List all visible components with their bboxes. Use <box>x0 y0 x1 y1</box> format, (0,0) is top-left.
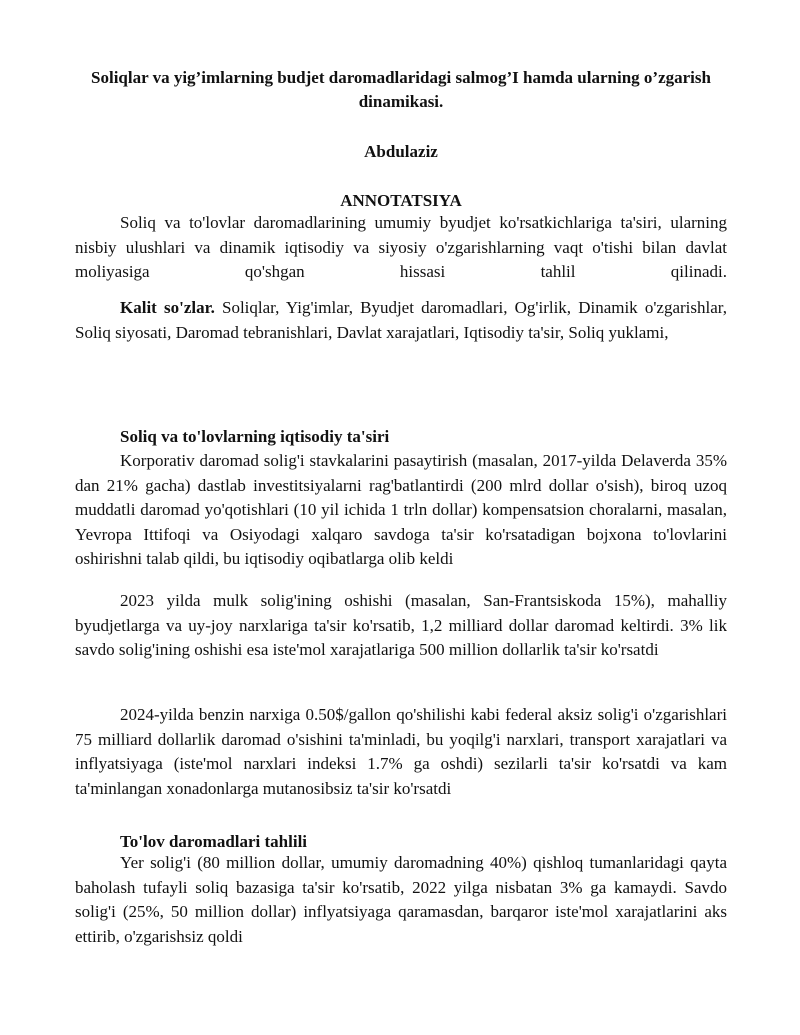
keywords-paragraph <box>75 296 727 345</box>
section-heading: To'lov daromadlari tahlili <box>120 832 308 851</box>
document-title: Soliqlar va yig’imlarning budjet daromadlaridagi salmog’I hamda ularning o’zgarish dinamikasi. <box>91 68 711 111</box>
section-paragraph: 2024-yilda benzin narxiga 0.50$/gallon qo'shilishi kabi federal aksiz solig'i o'zgarishlari 75 milliard dollarlik daromad o'sishini ta'minladi, bu yoqilg'i narxlari, transport xarajatlari va inflyatsiyaga (iste'mol narxlari indeksi 1.7% ga oshdi) sezilarli ta'sir ko'rsatdi va kam ta'minlangan xonadonlarga mutanosibsiz ta'sir ko'rsatdi <box>75 705 727 798</box>
author-name: Abdulaziz <box>364 142 438 161</box>
annotation-heading: ANNOTATSIYA <box>340 191 462 210</box>
keywords-text: Soliqlar, Yig'imlar, Byudjet daromadlari, Og'irlik, Dinamik o'zgarishlar, Soliq siyosati, Daromad tebranishlari, Davlat xarajatlari, Iqtisodiy ta'sir, Soliq yuklami, <box>75 298 727 342</box>
section-paragraph: 2023 yilda mulk solig'ining oshishi (masalan, San-Frantsiskoda 15%), mahalliy byudjetlarga va uy-joy narxlariga ta'sir ko'rsatib, 1,2 milliard dollar daromad keltirdi. 3% lik savdo solig'ining oshishi esa iste'mol xarajatlariga 500 million dollarlik ta'sir ko'rsatdi <box>75 591 727 659</box>
keywords-label: Kalit so'zlar. <box>120 298 215 317</box>
section-paragraph: Korporativ daromad solig'i stavkalarini pasaytirish (masalan, 2017-yilda Delaverda 35% dan 21% gacha) dastlab investitsiyalarni rag'batlantirdi (200 mlrd dollar o'sish), biroq uzoq muddatli daromad yo'qotishlari (10 yil ichida 1 trln dollar) kompensatsion choralarni, masalan, Yevropa Ittifoqi va Osiyodagi xalqaro savdoga ta'sir ko'rsatadigan bojxona to'lovlarini oshirishni talab qildi, bu iqtisodiy oqibatlarga olib keldi <box>75 451 727 568</box>
section-paragraph: Yer solig'i (80 million dollar, umumiy daromadning 40%) qishloq tumanlaridagi qayta baholash tufayli soliq bazasiga ta'sir ko'rsatib, 2022 yilga nisbatan 3% ga kamaydi. Savdo solig'i (25%, 50 million dollar) inflyatsiyaga qaramasdan, barqaror iste'mol xarajatlarini aks ettirib, o'zgarishsiz qoldi <box>75 853 727 946</box>
annotation-text: Soliq va to'lovlar daromadlarining umumiy byudjet ko'rsatkichlariga ta'siri, ularning nisbiy ulushlari va dinamik iqtisodiy va siyosiy o'zgarishlarning vaqt o'tishi bilan davlat moliyasiga qo'shgan hissasi tahlil qilinadi. <box>75 213 727 281</box>
section-heading: Soliq va to'lovlarning iqtisodiy ta'siri <box>120 427 390 446</box>
